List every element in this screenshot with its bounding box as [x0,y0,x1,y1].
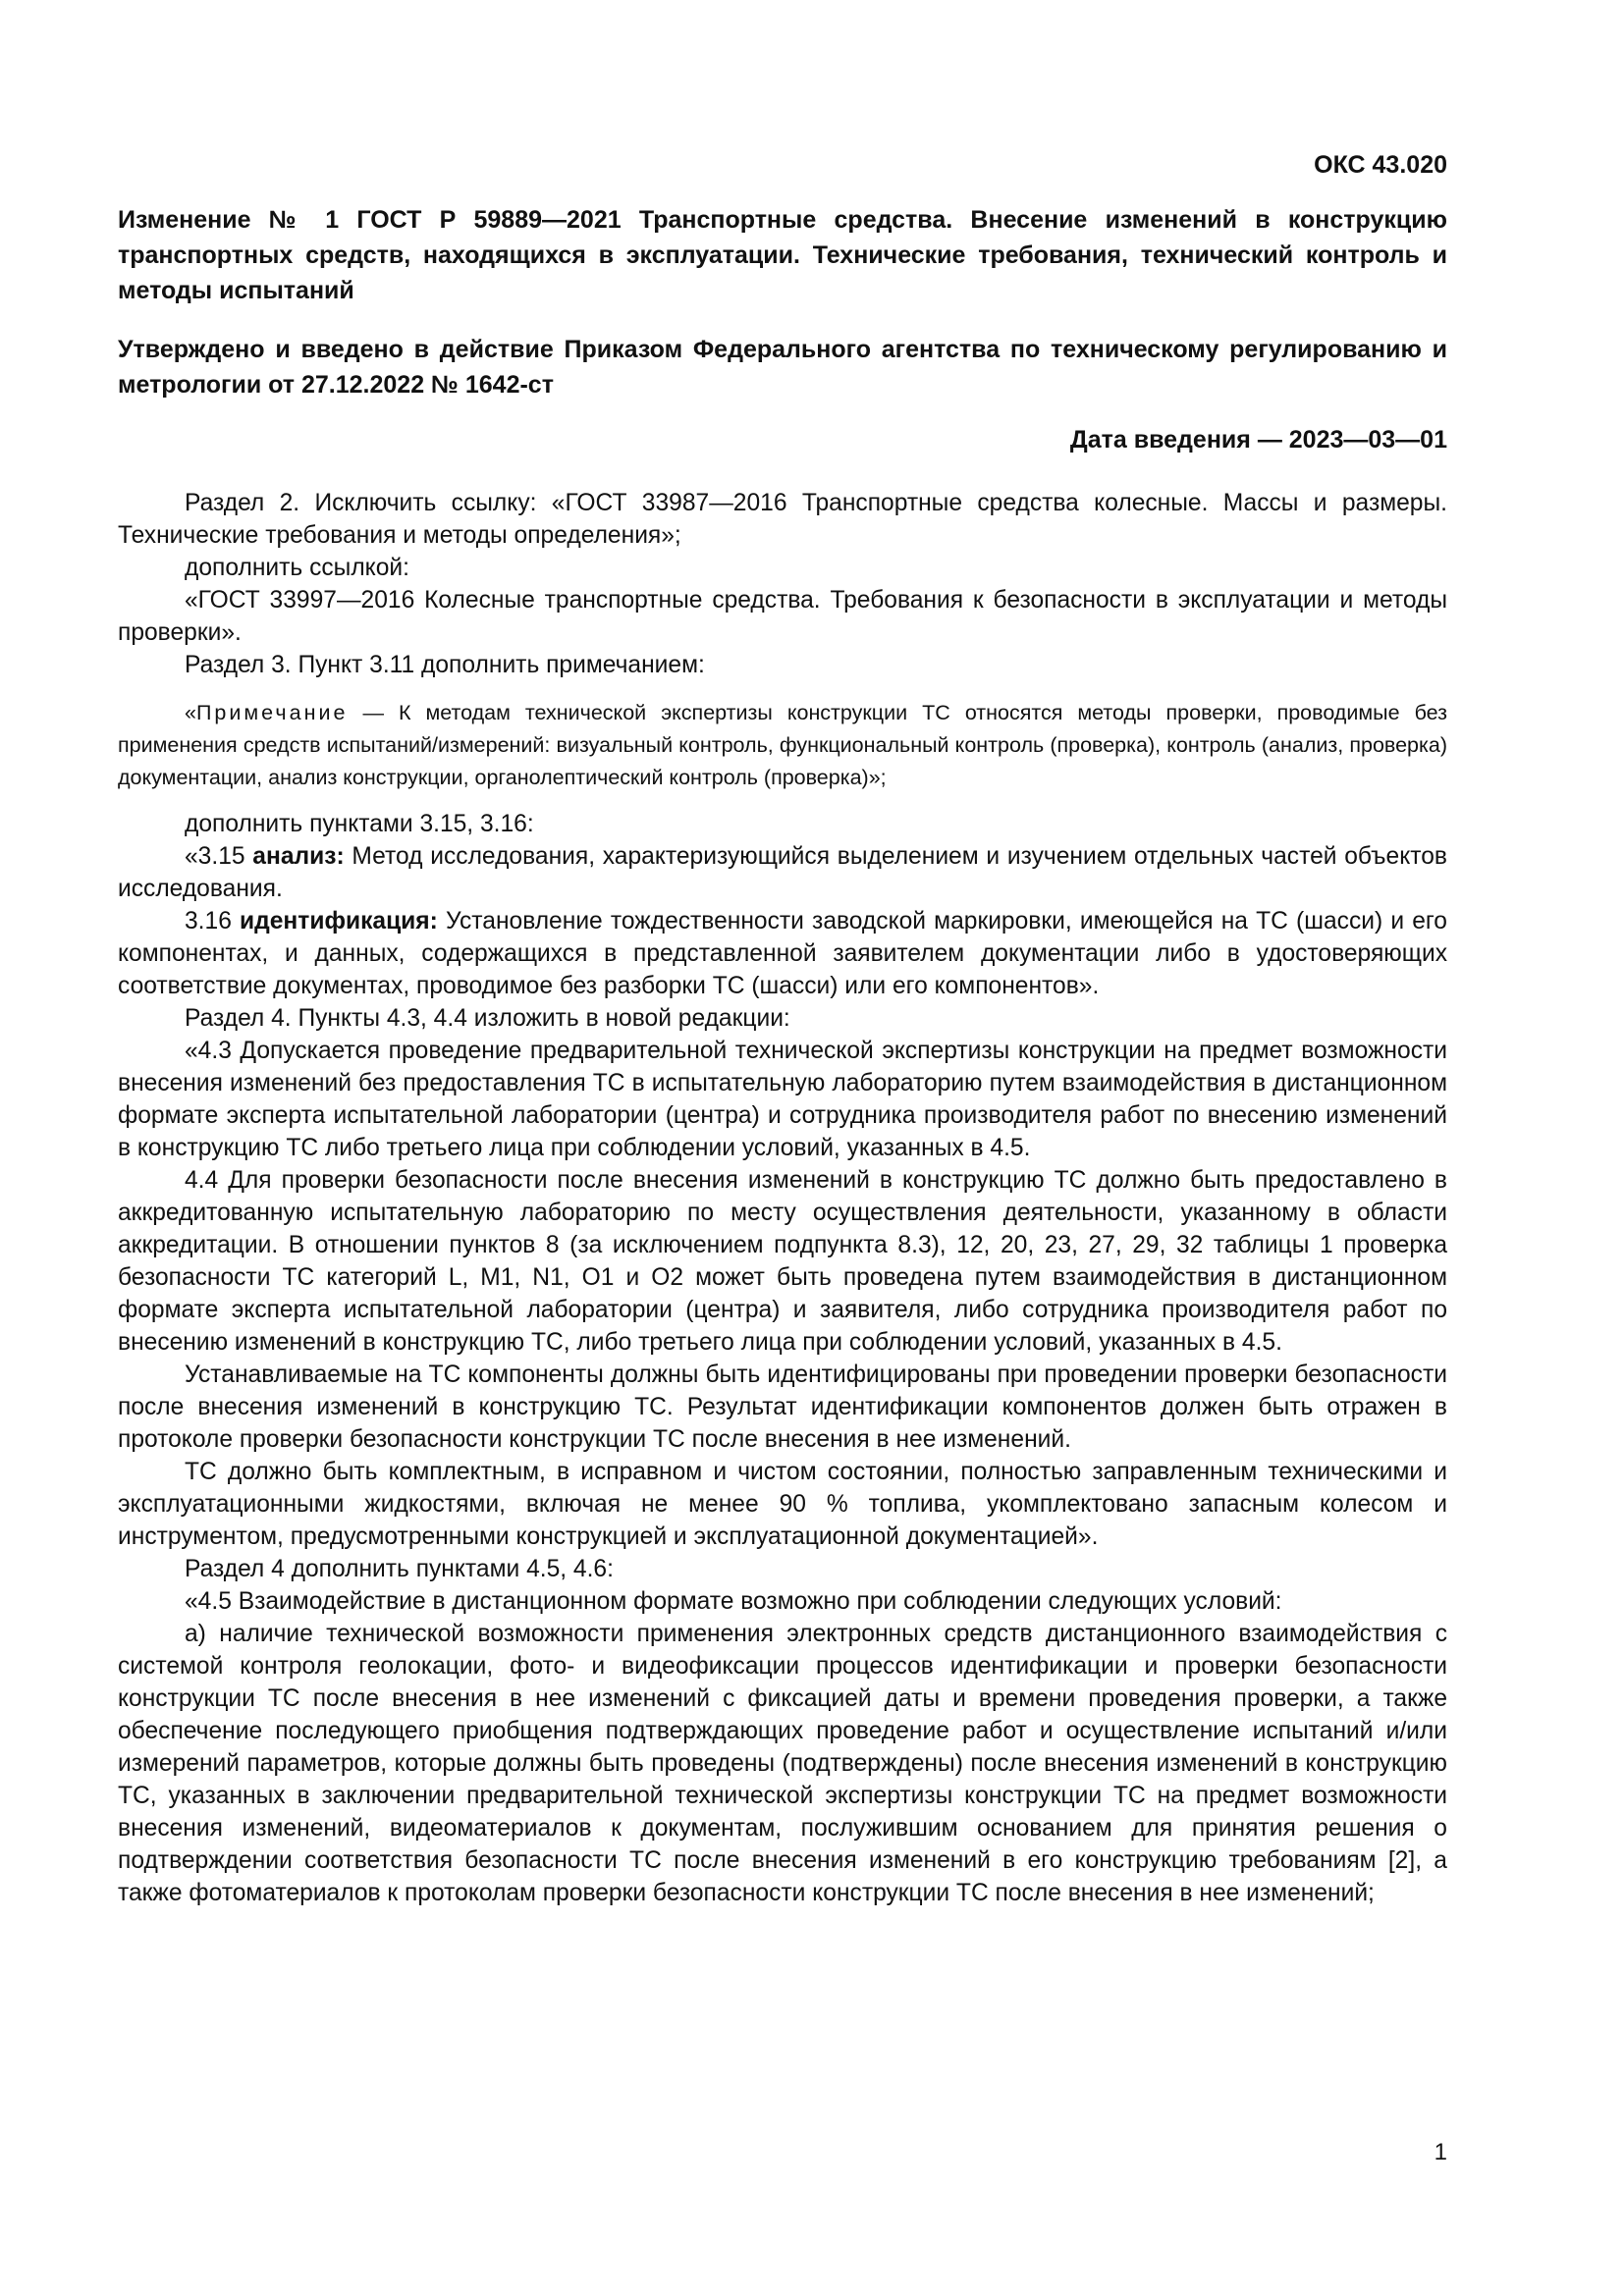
note-prefix: « [185,701,196,724]
paragraph-vehicle-condition: ТС должно быть комплектным, в исправном и чистом состоянии, полностью заправленным техническими и эксплуатационными жидкостями, включая не менее 90 % топлива, укомплектовано запасным колесом и инструментом, предусмотренными конструкцией и эксплуатационной документацией». [118,1459,1447,1550]
paragraph-4-4: 4.4 Для проверки безопасности после внесения изменений в конструкцию ТС должно быть предоставлено в аккредитованную испытательную лабораторию по месту осуществления деятельности, указанному в области аккредитации. В отношении пунктов 8 (за исключением подпункта 8.3), 12, 20, 23, 27, 29, 32 таблицы 1 проверка безопасности ТС категорий L, M1, N1, O1 и O2 может быть проведена путем взаимодействия в дистанционном формате эксперта испытательной лаборатории (центра) и заявителя, либо сотрудника производителя работ по внесению изменений в конструкцию ТС, либо третьего лица при соблюдении условий, указанных в 4.5. [118,1167,1447,1356]
paragraph-section2-exclude: Раздел 2. Исключить ссылку: «ГОСТ 33987—2016 Транспортные средства колесные. Массы и размеры. Технические требования и методы определения»; [118,490,1447,549]
paragraph-components: Устанавливаемые на ТС компоненты должны быть идентифицированы при проведении проверки безопасности после внесения изменений в конструкцию ТС. Результат идентификации компонентов должен быть отражен в протоколе проверки безопасности конструкции ТС после внесения в нее изменений. [118,1362,1447,1453]
note-label: Примечание [195,701,349,724]
term-analysis-definition: Метод исследования, характеризующийся выделением и изучением отдельных частей объектов исследования. [118,843,1447,902]
paragraph-section4: Раздел 4. Пункты 4.3, 4.4 изложить в новой редакции: [185,1005,790,1032]
term-identification-number: 3.16 [185,908,241,934]
paragraph-section4-add: Раздел 4 дополнить пунктами 4.5, 4.6: [185,1556,614,1582]
effective-date: Дата введения — 2023—03—01 [1069,426,1447,454]
paragraph-4-5: «4.5 Взаимодействие в дистанционном формате возможно при соблюдении следующих условий: [185,1588,1282,1615]
page-number: 1 [1434,2139,1447,2165]
paragraph-section3: Раздел 3. Пункт 3.11 дополнить примечанием: [185,652,705,678]
document-content [118,147,1447,1909]
paragraph-term-analysis [118,840,1447,905]
term-analysis: анализ: [252,843,345,870]
term-identification: идентификация: [240,908,438,934]
term-identification-definition: Установление тождественности заводской маркировки, имеющейся на ТС (шасси) и его компонентах, и данных, содержащихся в представленной заявителем документации либо в удостоверяющих соответствие документах, проводимое без разборки ТС (шасси) или его компонентов». [118,908,1447,999]
paragraph-term-identification [118,905,1447,1002]
approval-statement: Утверждено и введено в действие Приказом Федерального агентства по техническому регулированию и метрологии от 27.12.2022 № 1642-ст [118,336,1447,399]
paragraph-4-5-a: а) наличие технической возможности применения электронных средств дистанционного взаимодействия с системой контроля геолокации, фото- и видеофиксации процессов идентификации и проверки безопасности конструкции ТС после внесения в нее изменений с фиксацией даты и времени проведения проверки, а также обеспечение последующего приобщения подтверждающих проведение работ и осуществление испытаний и/или измерений параметров, которые должны быть проведены (подтверждены) после внесения изменений в конструкцию ТС, указанных в заключении предварительной технической экспертизы конструкции ТС на предмет возможности внесения изменений, видеоматериалов к документам, послужившим основанием для принятия решения о подтверждении соответствия безопасности ТС после внесения изменений в его конструкцию требованиям [2], а также фотоматериалов к протоколам проверки безопасности конструкции ТС после внесения в нее изменений; [118,1621,1447,1906]
paragraph-add-reference: дополнить ссылкой: [185,555,409,581]
paragraph-4-3: «4.3 Допускается проведение предварительной технической экспертизы конструкции на предмет возможности внесения изменений без предоставления ТС в испытательную лабораторию путем взаимодействия в дистанционном формате эксперта испытательной лаборатории (центра) и сотрудника производителя работ по внесению изменений в конструкцию ТС либо третьего лица при соблюдении условий, указанных в 4.5. [118,1038,1447,1161]
paragraph-gost-33997: «ГОСТ 33997—2016 Колесные транспортные средства. Требования к безопасности в эксплуатации и методы проверки». [118,587,1447,646]
oks-code: ОКС 43.020 [1314,151,1447,179]
note-paragraph [118,697,1447,794]
document-title: Изменение № 1 ГОСТ Р 59889—2021 Транспортные средства. Внесение изменений в конструкцию транспортных средств, находящихся в эксплуатации. Технические требования, технический контроль и методы испытаний [118,206,1447,304]
paragraph-add-items: дополнить пунктами 3.15, 3.16: [185,811,534,837]
note-text: — К методам технической экспертизы конструкции ТС относятся методы проверки, проводимые без применения средств испытаний/измерений: визуальный контроль, функциональный контроль (проверка), контроль (анализ, проверка) документации, анализ конструкции, органолептический контроль (проверка)»; [118,701,1447,789]
term-analysis-number: «3.15 [185,843,253,870]
